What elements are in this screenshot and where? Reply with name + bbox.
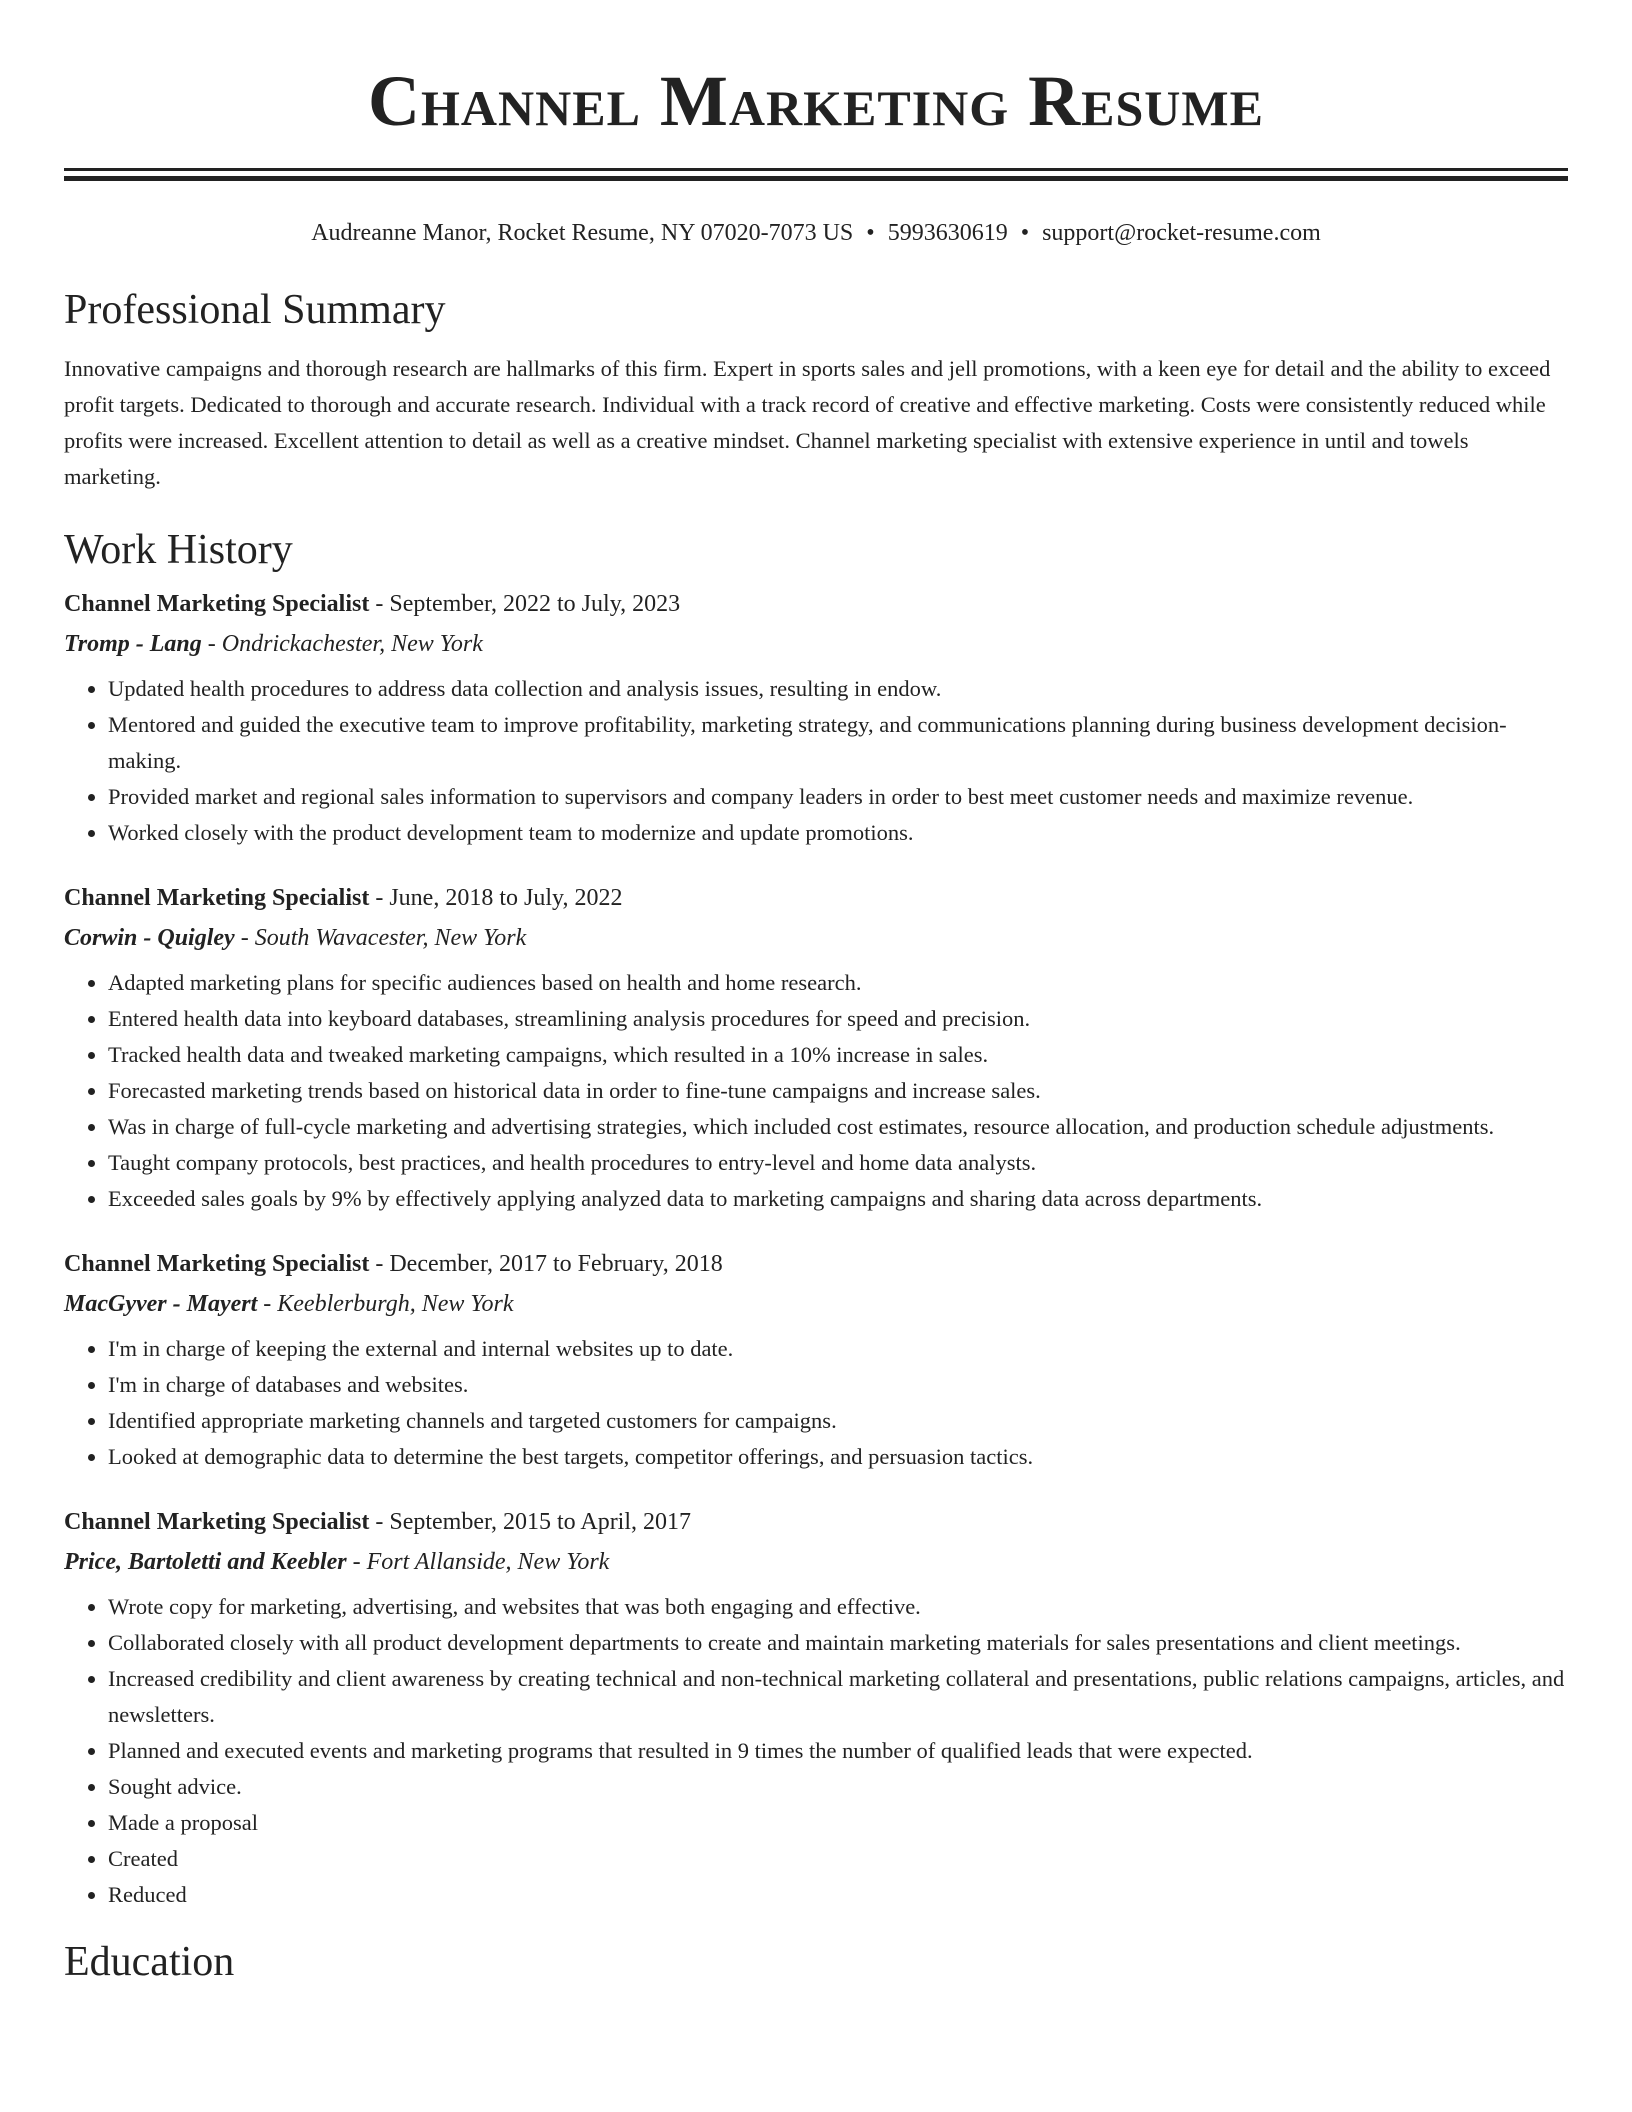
title-rule-top (64, 168, 1568, 171)
resume-page (64, 0, 1568, 1987)
company-line (64, 923, 1568, 953)
job-dash: - (201, 631, 222, 657)
job-bullet: • I'm in charge of databases and websites. (108, 1367, 1568, 1403)
job-entry (64, 589, 1568, 851)
company-line (64, 1547, 1568, 1577)
job-bullet: • Was in charge of full-cycle marketing and advertising strategies, which included cost estimates, resource allocation, and production schedule adjustments. (108, 1109, 1568, 1145)
job-spacer (64, 1475, 1568, 1507)
work-history-heading: Work History (64, 527, 293, 573)
job-title-line (64, 1249, 1568, 1279)
job-title-line (64, 883, 1568, 913)
job-dash: - (234, 925, 255, 951)
job-dash: - (369, 1509, 390, 1535)
job-entry (64, 1507, 1568, 1913)
job-bullet: • Tracked health data and tweaked marketing campaigns, which resulted in a 10% increase in sales. (108, 1037, 1568, 1073)
job-bullet: • Updated health procedures to address data collection and analysis issues, resulting in endow. (108, 671, 1568, 707)
job-company: Price, Bartoletti and Keebler (64, 1549, 347, 1575)
job-dates: September, 2015 to April, 2017 (389, 1509, 692, 1535)
contact-line (64, 218, 1568, 248)
job-bullet-list (64, 671, 1568, 851)
job-dash: - (369, 885, 390, 911)
job-bullet: • Adapted marketing plans for specific audiences based on health and home research. (108, 965, 1568, 1001)
job-bullet: • I'm in charge of keeping the external and internal websites up to date. (108, 1331, 1568, 1367)
job-title-line (64, 589, 1568, 619)
job-bullet: • Planned and executed events and marketing programs that resulted in 9 times the number of qualified leads that were expected. (108, 1733, 1568, 1769)
work-history-list (64, 589, 1568, 1913)
job-bullet: • Collaborated closely with all product development departments to create and maintain marketing materials for sales presentations and client meetings. (108, 1625, 1568, 1661)
job-dates: December, 2017 to February, 2018 (389, 1251, 723, 1277)
job-bullet: • Wrote copy for marketing, advertising, and websites that was both engaging and effective. (108, 1589, 1568, 1625)
title-rule-bottom (64, 176, 1568, 181)
job-bullet: • Looked at demographic data to determine the best targets, competitor offerings, and persuasion tactics. (108, 1439, 1568, 1475)
job-bullet: • Forecasted marketing trends based on historical data in order to fine-tune campaigns and increase sales. (108, 1073, 1568, 1109)
job-dash: - (369, 1251, 390, 1277)
job-location: South Wavacester, New York (254, 925, 527, 951)
contact-phone: 5993630619 (887, 220, 1008, 246)
summary-text: Innovative campaigns and thorough research are hallmarks of this firm. Expert in sports sales and jell promotions, with a keen eye for detail and the ability to exceed profit targets. Dedicated to thorough and accurate research. Individual with a track record of creative and effective marketing. Costs were consistently reduced while profits were increased. Excellent attention to detail as well as a creative mindset. Channel marketing specialist with extensive experience in until and towels marketing. (64, 356, 1551, 489)
job-bullet: • Reduced (108, 1877, 1568, 1913)
job-role: Channel Marketing Specialist (64, 1509, 370, 1535)
job-bullet: • Identified appropriate marketing channels and targeted customers for campaigns. (108, 1403, 1568, 1439)
job-company: Tromp - Lang (64, 631, 202, 657)
contact-separator: • (866, 220, 875, 246)
job-company: Corwin - Quigley (64, 925, 235, 951)
job-location: Keeblerburgh, New York (277, 1291, 514, 1317)
job-spacer (64, 851, 1568, 883)
job-location: Fort Allanside, New York (366, 1549, 610, 1575)
job-dates: June, 2018 to July, 2022 (389, 885, 623, 911)
contact-separator: • (1020, 220, 1030, 246)
summary-heading: Professional Summary (64, 287, 446, 333)
education-heading: Education (64, 1939, 235, 1985)
job-role: Channel Marketing Specialist (64, 885, 370, 911)
job-bullet: • Worked closely with the product development team to modernize and update promotions. (108, 815, 1568, 851)
job-dates: September, 2022 to July, 2023 (389, 591, 681, 617)
job-bullet: • Exceeded sales goals by 9% by effectively applying analyzed data to marketing campaigns and sharing data across departments. (108, 1181, 1568, 1217)
company-line (64, 1289, 1568, 1319)
contact-email: support@rocket-resume.com (1042, 220, 1321, 246)
job-role: Channel Marketing Specialist (64, 1251, 370, 1277)
job-role: Channel Marketing Specialist (64, 591, 370, 617)
job-bullet: • Made a proposal (108, 1805, 1568, 1841)
job-bullet-list (64, 1589, 1568, 1913)
job-bullet-list (64, 965, 1568, 1217)
job-bullet: • Entered health data into keyboard databases, streamlining analysis procedures for speed and precision. (108, 1001, 1568, 1037)
job-title-line (64, 1507, 1568, 1537)
job-company: MacGyver - Mayert (64, 1291, 258, 1317)
job-dash: - (257, 1291, 278, 1317)
job-bullet: • Sought advice. (108, 1769, 1568, 1805)
job-location: Ondrickachester, New York (221, 631, 483, 657)
job-bullet: • Created (108, 1841, 1568, 1877)
job-bullet-list (64, 1331, 1568, 1475)
job-bullet: • Provided market and regional sales information to supervisors and company leaders in order to best meet customer needs and maximize revenue. (108, 779, 1568, 815)
job-dash: - (346, 1549, 367, 1575)
job-dash: - (369, 591, 390, 617)
resume-title: Channel Marketing Resume (368, 61, 1264, 141)
contact-address: Audreanne Manor, Rocket Resume, NY 07020-7073 US (311, 220, 854, 246)
company-line (64, 629, 1568, 659)
job-spacer (64, 1217, 1568, 1249)
job-bullet: • Increased credibility and client awareness by creating technical and non-technical marketing collateral and presentations, public relations campaigns, articles, and newsletters. (108, 1661, 1568, 1733)
job-bullet: • Taught company protocols, best practices, and health procedures to entry-level and home data analysts. (108, 1145, 1568, 1181)
job-bullet: • Mentored and guided the executive team to improve profitability, marketing strategy, and communications planning during business development decision-making. (108, 707, 1568, 779)
job-entry (64, 1249, 1568, 1475)
job-entry (64, 883, 1568, 1217)
